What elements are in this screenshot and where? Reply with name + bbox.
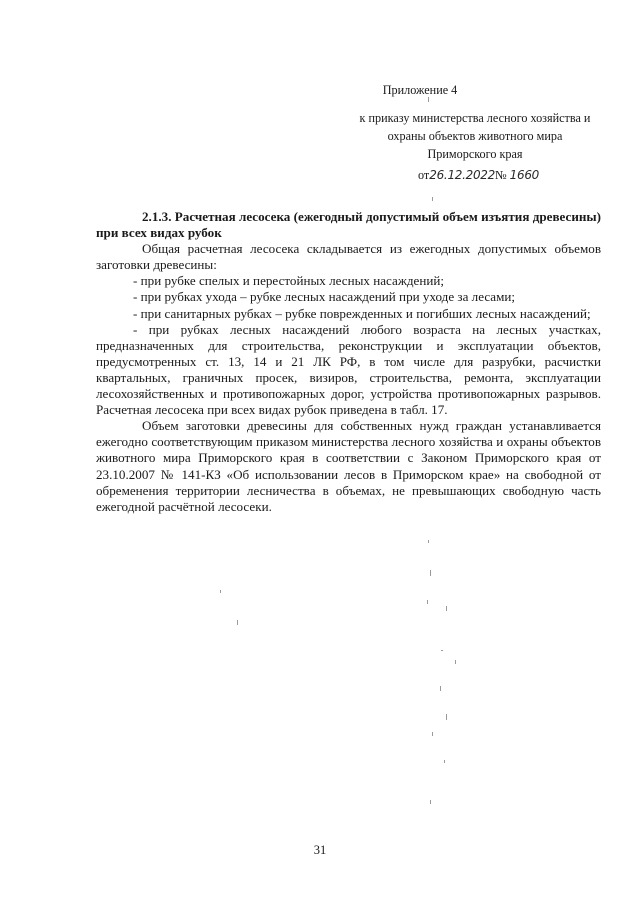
list-item: - при санитарных рубках – рубке поврежденных и погибших лесных насаждений;	[133, 305, 591, 321]
handwritten-number: 1660	[509, 168, 540, 182]
list-item: - при рубках лесных насаждений любого возраста на лесных участках, предназначенных для строительства, реконструкции и эксплуатации объектов, предусмотренных ст. 13, 14 и 21 ЛК РФ, в том числе для разрубки, расчистки квартальных, граничных просек, визиров, строительства, ремонта, эксплуатации лесохозяйственных и противопожарных дорог, устройства противопожарных разрывов. Расчетная лесосека при всех видах рубок приведена в табл. 17.	[96, 321, 601, 418]
handwritten-date: 26.12.2022	[429, 168, 495, 182]
page-number: 31	[313, 843, 327, 857]
section-heading: 2.1.3. Расчетная лесосека (ежегодный допустимый объем изъятия древесины) при всех видах рубок	[96, 209, 601, 241]
number-sign: №	[494, 168, 507, 182]
annex-order-line: к приказу министерства лесного хозяйства и	[359, 111, 591, 125]
intro-paragraph: Общая расчетная лесосека складывается из ежегодных допустимых объемов заготовки древесины:	[96, 241, 601, 273]
annex-title: Приложение 4	[382, 83, 458, 97]
annex-order-line-3: Приморского края	[427, 147, 523, 161]
date-prefix: от	[418, 168, 430, 182]
list-item: - при рубках ухода – рубке лесных насаждений при уходе за лесами;	[133, 289, 516, 305]
list-item: - при рубке спелых и перестойных лесных насаждений;	[133, 273, 444, 289]
own-needs-paragraph: Объем заготовки древесины для собственных нужд граждан устанавливается ежегодно соответствующим приказом министерства лесного хозяйства и охраны объектов животного мира Приморского края в соответствии с Законом Приморского края от 23.10.2007 № 141-КЗ «Об использовании лесов в Приморском крае» на свободной от обременения территории лесничества в объемах, не превышающих свободную часть ежегодной расчётной лесосеки.	[96, 418, 601, 514]
annex-order-line-2: охраны объектов животного мира	[387, 129, 563, 143]
